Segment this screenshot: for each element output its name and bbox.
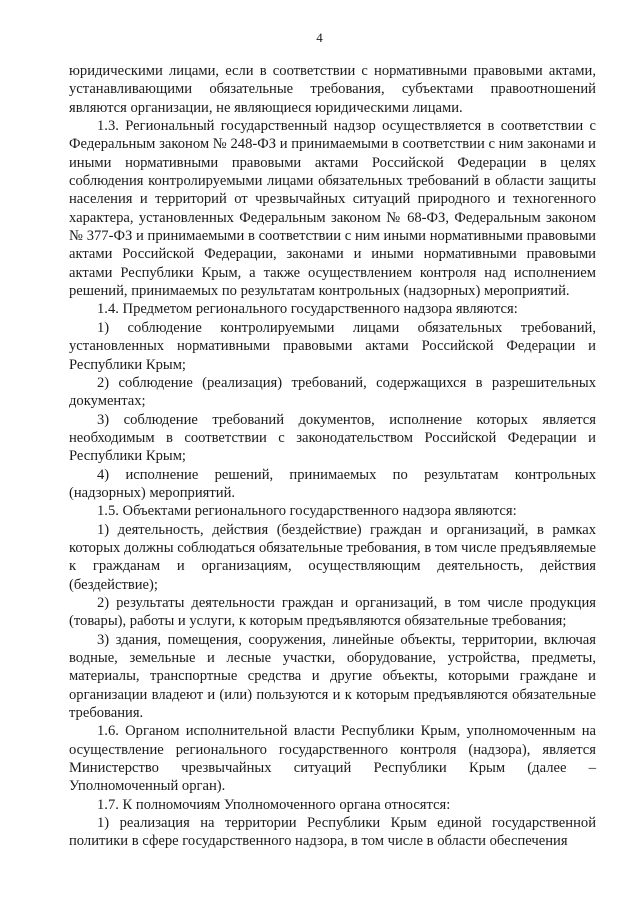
paragraph-1-7: 1.7. К полномочиям Уполномоченного органа относятся: bbox=[97, 796, 451, 813]
paragraph-1-5-item-2: 2) результаты деятельности граждан и организаций, в том числе продукция (товары), работы и услуги, к которым предъявляются обязательные требования; bbox=[69, 594, 596, 630]
paragraph-1-4-item-1: 1) соблюдение контролируемыми лицами обязательных требований, установленных нормативными правовыми актами Российской Федерации и Республики Крым; bbox=[69, 319, 596, 373]
document-body bbox=[69, 62, 596, 851]
paragraph-1-4-item-4: 4) исполнение решений, принимаемых по результатам контрольных (надзорных) мероприятий. bbox=[69, 466, 596, 501]
paragraph-1-3: 1.3. Региональный государственный надзор осуществляется в соответствии с Федеральным законом № 248-ФЗ и принимаемыми в соответствии с ним законами и иными нормативными правовыми актами Российской Федерации в целях соблюдения контролируемыми лицами обязательных требований в области защиты населения и территорий от чрезвычайных ситуаций природного и техногенного характера, установленных Федеральным законом № 68-ФЗ, Федеральным законом № 377-ФЗ и принимаемыми в соответствии с ним иными нормативными правовыми актами Российской Федерации, законами и иными нормативными правовыми актами Республики Крым, а также осуществлением контроля над исполнением решений, принимаемых по результатам контрольных (надзорных) мероприятий. bbox=[69, 118, 596, 300]
paragraph-1-6: 1.6. Органом исполнительной власти Республики Крым, уполномоченным на осуществление регионального государственного контроля (надзора), является Министерство чрезвычайных ситуаций Республики Крым (далее – Уполномоченный орган). bbox=[69, 723, 596, 795]
paragraph-1-4: 1.4. Предметом регионального государственного надзора являются: bbox=[97, 301, 518, 318]
paragraph-1-5-item-1: 1) деятельность, действия (бездействие) граждан и организаций, в рамках которых должны соблюдаться обязательные требования, в том числе предъявляемые к гражданам и организациям, осуществляющим деятельность, действия (бездействие); bbox=[69, 521, 596, 593]
page-number: 4 bbox=[316, 30, 323, 45]
paragraph-1-4-item-3: 3) соблюдение требований документов, исполнение которых является необходимым в соответствии с законодательством Российской Федерации и Республики Крым; bbox=[69, 411, 596, 465]
paragraph-1-7-item-1: 1) реализация на территории Республики Крым единой государственной политики в сфере государственного надзора, в том числе в области обеспечения bbox=[69, 815, 596, 850]
paragraph-1-5: 1.5. Объектами регионального государственного надзора являются: bbox=[97, 503, 517, 520]
paragraph-1-5-item-3: 3) здания, помещения, сооружения, линейные объекты, территории, включая водные, земельные и лесные участки, оборудование, устройства, предметы, материалы, транспортные средства и другие объекты, которыми граждане и организации владеют и (или) пользуются и к которым предъявляются обязательные требования. bbox=[69, 631, 596, 722]
paragraph-continuation: юридическими лицами, если в соответствии с нормативными правовыми актами, устанавливающими обязательные требования, субъектами правоотношений являются организации, не являющиеся юридическими лицами. bbox=[69, 63, 596, 116]
paragraph-1-4-item-2: 2) соблюдение (реализация) требований, содержащихся в разрешительных документах; bbox=[69, 374, 596, 410]
